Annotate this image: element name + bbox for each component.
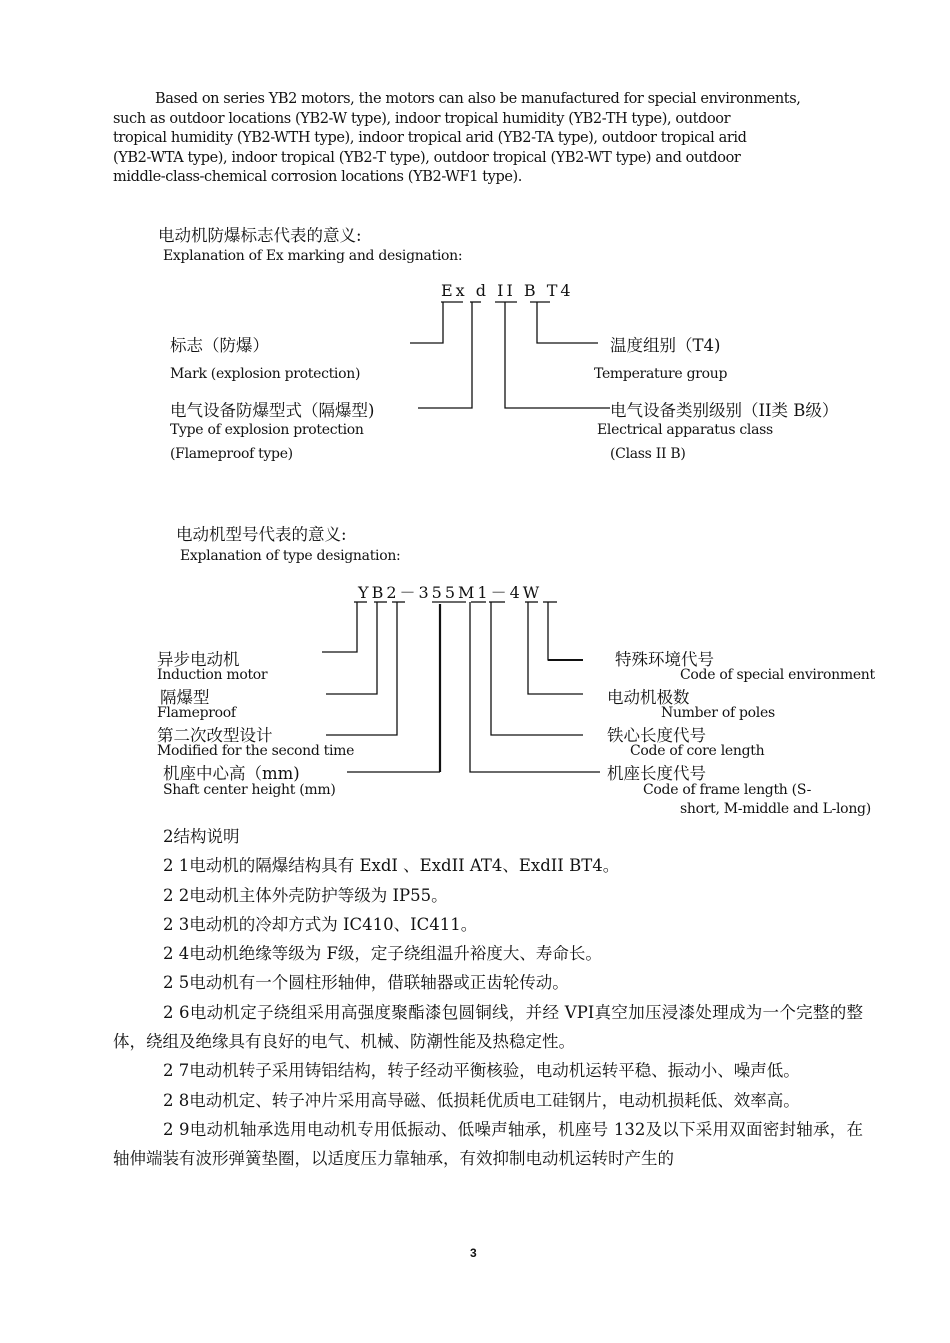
flameproof-en: Flameproof bbox=[157, 705, 236, 721]
structure-title: 2结构说明 bbox=[163, 827, 240, 846]
ex-heading-zh: 电动机防爆标志代表的意义: bbox=[158, 226, 362, 245]
ex-temp-zh: 温度组别（T4) bbox=[610, 336, 721, 355]
shaft-en: Shaft center height (mm) bbox=[163, 782, 336, 798]
env-zh: 特殊环境代号 bbox=[615, 650, 714, 669]
structure-item: 2 2电动机主体外壳防护等级为 IP55。 bbox=[163, 885, 448, 905]
structure-item: 2 6电动机定子绕组采用高强度聚酯漆包圆铜线，并经 VPI真空加压浸漆处理成为一个完整的整体，绕组及绝缘具有良好的电气、机械、防潮性能及热稳定性。 bbox=[113, 1002, 863, 1052]
modified-zh: 第二次改型设计 bbox=[157, 726, 273, 745]
structure-item: 2 4电动机绝缘等级为 F级，定子绕组温升裕度大、寿命长。 bbox=[163, 944, 602, 964]
ex-type-zh: 电气设备防爆型式（隔爆型) bbox=[170, 401, 375, 420]
ex-temp-en: Temperature group bbox=[594, 366, 728, 382]
poles-zh: 电动机极数 bbox=[607, 688, 690, 707]
intro-line: tropical humidity (YB2-WTH type), indoor tropical arid (YB2-TA type), outdoor tropical arid bbox=[113, 130, 747, 146]
shaft-zh: 机座中心高（mm) bbox=[163, 764, 300, 783]
structure-item: 2 7电动机转子采用铸铝结构，转子经动平衡核验，电动机运转平稳、振动小、噪声低。 bbox=[163, 1061, 800, 1081]
ex-type-en: Type of explosion protection bbox=[170, 422, 364, 438]
structure-item: 2 9电动机轴承选用电动机专用低振动、低噪声轴承，机座号 132及以下采用双面密封轴承，在轴伸端装有波形弹簧垫圈，以适度压力靠轴承，有效抑制电动机运转时产生的 bbox=[113, 1119, 863, 1169]
ex-heading-en: Explanation of Ex marking and designation: bbox=[163, 248, 463, 264]
page-number: 3 bbox=[470, 1246, 477, 1260]
poles-en: Number of poles bbox=[661, 705, 775, 721]
env-en: Code of special environment bbox=[680, 667, 875, 683]
modified-en: Modified for the second time bbox=[157, 743, 355, 759]
ex-code: Ex d II B T4 bbox=[441, 281, 574, 300]
intro-line: (YB2-WTA type), indoor tropical (YB2-T type), outdoor tropical (YB2-WT type) and outdoor bbox=[113, 149, 741, 166]
structure-item: 2 3电动机的冷却方式为 IC410、IC411。 bbox=[163, 914, 478, 934]
core-zh: 铁心长度代号 bbox=[607, 726, 706, 745]
type-code: YB2－355M1－4W bbox=[358, 583, 543, 602]
frame-zh: 机座长度代号 bbox=[607, 764, 706, 783]
structure-item: 2 1电动机的隔爆结构具有 ExdI 、ExdII AT4、ExdII BT4。 bbox=[163, 856, 620, 876]
type-heading-en: Explanation of type designation: bbox=[180, 548, 401, 564]
frame-en: Code of frame length (S- bbox=[643, 782, 812, 798]
structure-section bbox=[113, 822, 863, 1174]
ex-mark-en: Mark (explosion protection) bbox=[170, 366, 361, 382]
intro-line: middle-class-chemical corrosion locations (YB2-WF1 type). bbox=[113, 169, 522, 185]
flameproof-zh: 隔爆型 bbox=[160, 688, 210, 707]
intro-line: such as outdoor locations (YB2-W type), indoor tropical humidity (YB2-TH type), outdoor bbox=[113, 110, 731, 127]
ex-class-zh: 电气设备类别级别（II类 B级） bbox=[610, 401, 839, 420]
induction-zh: 异步电动机 bbox=[157, 650, 240, 669]
induction-en: Induction motor bbox=[157, 667, 268, 683]
structure-item: 2 8电动机定、转子冲片采用高导磁、低损耗优质电工硅钢片，电动机损耗低、效率高。 bbox=[163, 1090, 800, 1110]
intro-line: Based on series YB2 motors, the motors can also be manufactured for special environments, bbox=[155, 91, 801, 107]
ex-type-en2: (Flameproof type) bbox=[170, 446, 293, 462]
ex-class-en2: (Class II B) bbox=[610, 446, 686, 462]
frame-en2: short, M-middle and L-long) bbox=[680, 801, 871, 817]
structure-item: 2 5电动机有一个圆柱形轴伸，借联轴器或正齿轮传动。 bbox=[163, 973, 569, 993]
type-heading-zh: 电动机型号代表的意义: bbox=[176, 525, 347, 544]
core-en: Code of core length bbox=[630, 743, 765, 759]
ex-mark-zh: 标志（防爆） bbox=[170, 336, 269, 355]
ex-class-en: Electrical apparatus class bbox=[597, 422, 773, 438]
